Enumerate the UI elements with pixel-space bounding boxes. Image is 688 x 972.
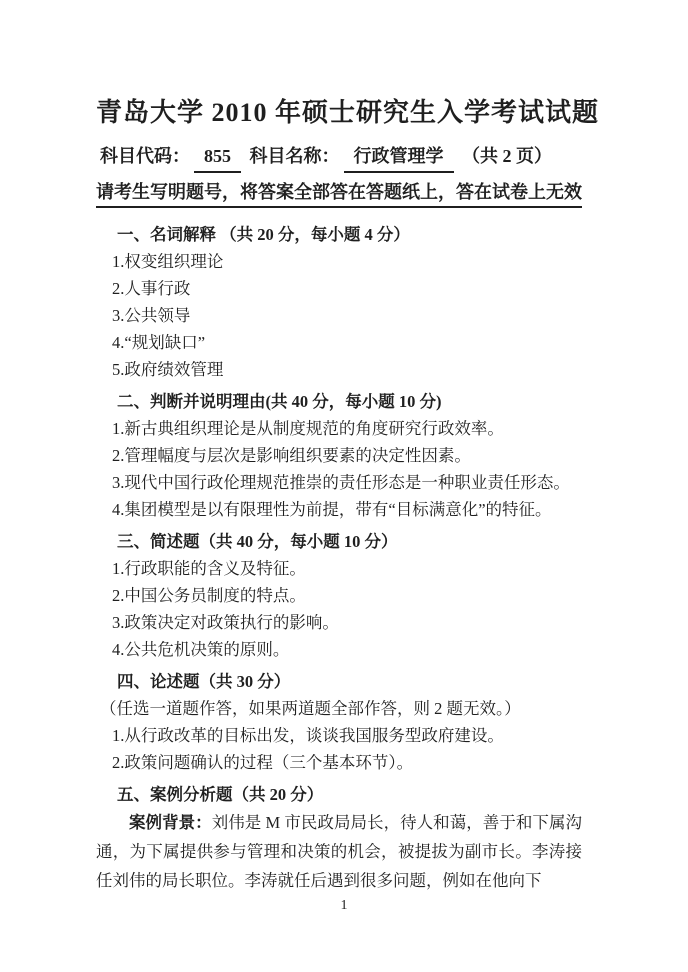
case-background-text: 刘伟是 M 市民政局局长，待人和蔼，善于和下属沟通，为下属提供参与管理和决策的机会，被提拔为副市长。李涛接任刘伟的局长职位。李涛就任后遇到很多问题，例如在他向下	[96, 813, 583, 890]
section-judgement-heading: 二、判断并说明理由(共 40 分，每小题 10 分)	[117, 392, 442, 411]
section-short-answer	[96, 529, 582, 663]
question-item: 1.新古典组织理论是从制度规范的角度研究行政效率。	[112, 419, 504, 438]
section-judgement	[96, 389, 582, 523]
question-item: 5.政府绩效管理	[112, 360, 224, 379]
question-item: 2.政策问题确认的过程（三个基本环节）。	[112, 753, 414, 772]
section-case-analysis-heading: 五、案例分析题（共 20 分）	[117, 785, 324, 804]
question-item: 1.行政职能的含义及特征。	[112, 559, 306, 578]
section-case-analysis	[96, 782, 582, 895]
question-item: 4.公共危机决策的原则。	[112, 640, 290, 659]
section-essay-heading: 四、论述题（共 30 分）	[117, 672, 291, 691]
question-item: 3.现代中国行政伦理规范推崇的责任形态是一种职业责任形态。	[112, 473, 570, 492]
subject-pages-note: （共 2 页）	[462, 146, 552, 166]
exam-notice	[96, 180, 582, 208]
case-background-label: 案例背景：	[129, 813, 212, 832]
question-item: 2.人事行政	[112, 279, 191, 298]
case-background-paragraph	[96, 808, 582, 895]
subject-name-label: 科目名称：	[249, 146, 340, 166]
page-number: 1	[340, 898, 348, 913]
question-item: 2.管理幅度与层次是影响组织要素的决定性因素。	[112, 446, 471, 465]
subject-code-value: 855	[194, 142, 241, 173]
section-terms	[96, 222, 582, 383]
subject-name-value: 行政管理学	[344, 142, 454, 173]
page-title: 青岛大学 2010 年硕士研究生入学考试试题	[96, 98, 600, 127]
subject-line	[100, 142, 582, 173]
question-item: 3.公共领导	[112, 306, 191, 325]
question-item: 1.权变组织理论	[112, 252, 224, 271]
section-essay	[96, 669, 582, 776]
question-item: 1.从行政改革的目标出发，谈谈我国服务型政府建设。	[112, 726, 504, 745]
section-short-answer-heading: 三、简述题（共 40 分，每小题 10 分）	[117, 532, 398, 551]
exam-notice-text: 请考生写明题号，将答案全部答在答题纸上，答在试卷上无效	[96, 180, 582, 208]
question-item: 4.“规划缺口”	[112, 333, 206, 352]
subject-code-label: 科目代码：	[100, 146, 190, 166]
section-essay-note: （任选一道题作答，如果两道题全部作答，则 2 题无效。）	[100, 699, 521, 718]
question-item: 4.集团模型是以有限理性为前提，带有“目标满意化”的特征。	[112, 500, 552, 519]
question-item: 2.中国公务员制度的特点。	[112, 586, 306, 605]
question-item: 3.政策决定对政策执行的影响。	[112, 613, 339, 632]
section-terms-heading: 一、名词解释 （共 20 分，每小题 4 分）	[117, 225, 410, 244]
